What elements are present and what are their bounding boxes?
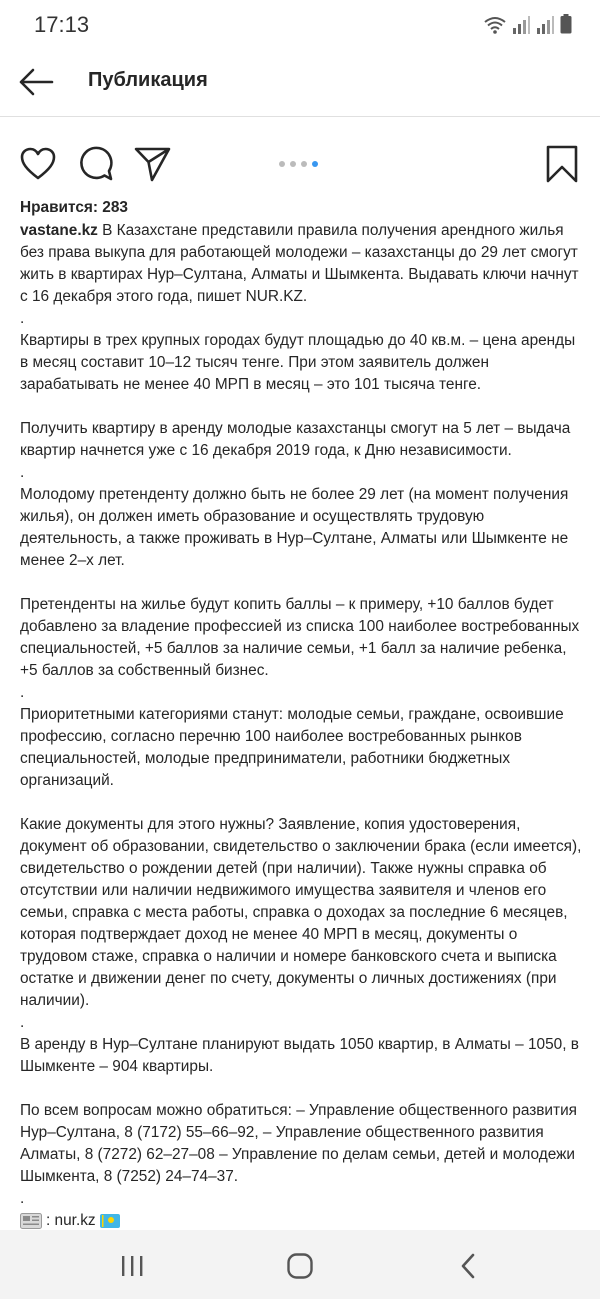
carousel-indicator bbox=[279, 161, 318, 167]
carousel-dot bbox=[301, 161, 307, 167]
caption-paragraph: . bbox=[20, 1014, 25, 1031]
post-actions bbox=[0, 140, 600, 190]
carousel-dot bbox=[290, 161, 296, 167]
caption-paragraph bbox=[20, 396, 586, 418]
post-body bbox=[20, 197, 586, 1230]
caption-paragraph: Претенденты на жилье будут копить баллы – к примеру, +10 баллов будет добавлено за владение профессией из списка 100 наиболее востребованных специальностей, +5 баллов за наличие семьи, +1 балл за наличие ребенка, +5 баллов за собственный бизнес. bbox=[20, 596, 584, 679]
likes-count[interactable]: Нравится: 283 bbox=[20, 199, 128, 216]
save-button[interactable] bbox=[542, 144, 582, 184]
caption-paragraph: Молодому претенденту должно быть не более 29 лет (на момент получения жилья), он должен иметь образование и осуществлять трудовую деятельность, а также проживать в Нур–Султане, Алматы или Шымкенте не менее 2–х лет. bbox=[20, 486, 573, 569]
arrow-left-icon bbox=[18, 68, 54, 96]
status-bar bbox=[0, 0, 600, 48]
caption-paragraph: Какие документы для этого нужны? Заявление, копия удостоверения, документ об образовании, свидетельство о заключении брака (если имеется), свидетельство о рождении детей (при наличии). Также нужны справка об отсутствии или наличии недвижимого имущества заявителя и членов его семьи, справка с места работы, справка о доходах за последние 6 месяцев, которая подтверждает доход не менее 40 МРП в месяц, документы о трудовом стаже, справка о наличии и номере банковского счета и выписка остатке и движении денег по счету, документы о личных достижениях (при наличии). bbox=[20, 816, 586, 1009]
caption-paragraph: По всем вопросам можно обратиться: – Управление общественного развития Нур–Султана, 8 (7172) 55–66–92, – Управление общественного развития Алматы, 8 (7272) 62–27–08 – Управление по делам семьи, детей и молодежи Шымкента, 8 (7252) 24–74–37. bbox=[20, 1102, 582, 1185]
caption-paragraph: . bbox=[20, 464, 25, 481]
source-text: : nur.kz bbox=[46, 1212, 96, 1229]
caption-paragraph bbox=[20, 572, 586, 594]
chevron-left-icon bbox=[458, 1253, 478, 1279]
home-button[interactable] bbox=[270, 1246, 330, 1286]
source-line bbox=[20, 1210, 586, 1230]
caption-paragraph: . bbox=[20, 684, 25, 701]
caption-paragraph: Квартиры в трех крупных городах будут площадью до 40 кв.м. – цена аренды в месяц составит 10–12 тысяч тенге. При этом заявитель должен зарабатывать не менее 40 МРП в месяц – это 101 тысяча тенге. bbox=[20, 332, 580, 393]
comment-button[interactable] bbox=[76, 144, 116, 184]
status-time: 17:13 bbox=[34, 12, 90, 37]
system-nav-bar bbox=[0, 1230, 600, 1299]
like-button[interactable] bbox=[18, 144, 58, 184]
app-bar bbox=[0, 48, 600, 117]
caption-paragraph bbox=[20, 792, 586, 814]
caption-paragraph: . bbox=[20, 310, 25, 327]
newspaper-icon bbox=[20, 1213, 42, 1229]
home-icon bbox=[286, 1252, 314, 1280]
caption-paragraph bbox=[20, 1078, 586, 1100]
comment-icon bbox=[78, 146, 114, 182]
signal-icon bbox=[512, 16, 530, 34]
bookmark-icon bbox=[546, 145, 578, 183]
caption-paragraph bbox=[20, 220, 586, 308]
signal-icon bbox=[536, 16, 554, 34]
battery-icon bbox=[560, 14, 572, 34]
wifi-icon bbox=[484, 16, 506, 34]
caption-paragraph: Приоритетными категориями станут: молодые семьи, граждане, освоившие профессию, согласно перечню 100 наиболее востребованных рынков специальностей, молодые предприниматели, работники бюджетных организаций. bbox=[20, 706, 568, 789]
post-caption bbox=[20, 220, 586, 1230]
kazakhstan-flag-icon bbox=[100, 1213, 120, 1229]
back-nav-button[interactable] bbox=[438, 1246, 498, 1286]
caption-paragraph: . bbox=[20, 1190, 25, 1207]
caption-text: В Казахстане представили правила получения арендного жилья без права выкупа для работающей молодежи – казахстанцы до 29 лет смогут жить в квартирах Нур–Султана, Алматы и Шымкента. Выдавать ключи начнут с 16 декабря этого года, пишет NUR.KZ. bbox=[20, 222, 583, 305]
carousel-dot bbox=[279, 161, 285, 167]
caption-paragraph: В аренду в Нур–Султане планируют выдать 1050 квартир, в Алматы – 1050, в Шымкенте – 904 квартиры. bbox=[20, 1036, 584, 1075]
carousel-dot-active bbox=[312, 161, 318, 167]
status-icons bbox=[484, 12, 572, 34]
recent-apps-button[interactable] bbox=[102, 1246, 162, 1286]
paper-plane-icon bbox=[134, 146, 172, 182]
post-username[interactable]: vastane.kz bbox=[20, 222, 98, 239]
heart-icon bbox=[20, 147, 56, 181]
page-title: Публикация bbox=[88, 69, 208, 91]
back-button[interactable] bbox=[14, 60, 58, 104]
share-button[interactable] bbox=[133, 144, 173, 184]
recent-apps-icon bbox=[119, 1254, 145, 1278]
caption-paragraph: Получить квартиру в аренду молодые казахстанцы смогут на 5 лет – выдача квартир начнется уже с 16 декабря 2019 года, к Дню независимости. bbox=[20, 420, 575, 459]
